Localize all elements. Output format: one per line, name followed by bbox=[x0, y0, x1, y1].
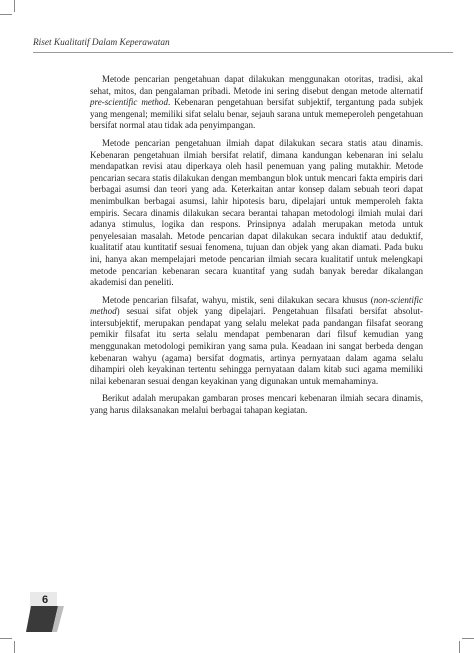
paragraph-text: ) sesuai sifat objek yang dipelajari. Pengetahuan filsafati bersifat absolut-intersubjektif, merupakan pendapat yang selalu melekat pada pandangan filsafat seorang pemikir filsafat itu serta selalu mendapat pembenaran dari filsuf kemudian yang menggunakan metodologi pemikiran yang sama pula. Keadaan ini sangat berbeda dengan kebenaran wahyu (agama) bersifat dogmatis, artinya pernyataan dalam agama selalu dihampiri oleh keyakinan tertentu sehingga pernyataan dalam kitab suci agama memiliki nilai kebenaran sesuai dengan keyakinan yang digunakan untuk memahaminya. bbox=[90, 306, 423, 386]
header-rule bbox=[33, 52, 453, 53]
body-paragraph bbox=[90, 393, 423, 416]
paragraph-text: Metode pencarian filsafat, wahyu, mistik, seni dilakukan secara khusus ( bbox=[102, 294, 374, 305]
italic-term: pre-scientific method bbox=[90, 97, 168, 108]
paragraph-text: Metode pencarian pengetahuan ilmiah dapat dilakukan secara statis atau dinamis. Kebenaran pengetahuan ilmiah bersifat relatif, dimana kandungan kebenaran ini selalu mendapatkan revisi atau diperkaya oleh hasil penemuan yang paling mutakhir. Metode pencarian secara statis dilakukan dengan membangun blok untuk mencari fakta empiris dari berbagai asumsi dan teori yang ada. Keterkaitan antar konsep dalam sebuah teori dapat menimbulkan berbagai asumsi, lahir hipotesis baru, dipelajari untuk memperoleh fakta empiris. Secara dinamis dilakukan secara berantai tahapan metodologi ilmiah mulai dari adanya stimulus, logika dan respons. Prinsipnya adalah merupakan metoda untuk penyelesaian masalah. Metode pencarian dapat dilakukan secara induktif atau deduktif, kualitatif atau kuntitatif sesuai fenomena, tujuan dan objek yang akan diamati. Pada buku ini, hanya akan mempelajari metode pencarian ilmiah secara kualitatif untuk melengkapi metode pencarian kebenaran secara kuantitaf yang sudah banyak beredar dikalangan akademisi dan peneliti. bbox=[90, 137, 423, 288]
crop-mark-bottom-right-h bbox=[462, 638, 474, 639]
body-text bbox=[90, 74, 423, 423]
page-tab-decoration bbox=[26, 606, 66, 638]
crop-mark-top-left-v bbox=[14, 0, 15, 12]
italic-term: non-scientific method bbox=[90, 294, 423, 317]
body-paragraph bbox=[90, 138, 423, 289]
crop-mark-bottom-right-v bbox=[459, 641, 460, 653]
crop-mark-top-left-h bbox=[0, 14, 12, 15]
paragraph-text: Berikut adalah merupakan gambaran proses mencari kebenaran ilmiah secara dinamis, yang harus dilaksanakan melalui berbagai tahapan kegiatan. bbox=[90, 393, 423, 416]
crop-mark-bottom-left-h bbox=[0, 638, 12, 639]
body-paragraph bbox=[90, 295, 423, 388]
paragraph-text: . Kebenaran pengetahuan bersifat subjektif, tergantung pada subjek yang mengenal; memiliki sifat selalu benar, sejauh sarana untuk memeperoleh pengetahuan bersifat normal atau tidak ada penyimpangan. bbox=[90, 97, 423, 131]
page-number: 6 bbox=[42, 594, 49, 606]
crop-mark-bottom-left-v bbox=[14, 641, 15, 653]
running-header: Riset Kualitatif Dalam Keperawatan bbox=[33, 38, 170, 48]
paragraph-text: Metode pencarian pengetahuan dapat dilakukan menggunakan otoritas, tradisi, akal sehat, mitos, dan pengalaman pribadi. Metode ini sering disebut dengan metode alternatif bbox=[90, 74, 423, 96]
body-paragraph bbox=[90, 74, 423, 132]
